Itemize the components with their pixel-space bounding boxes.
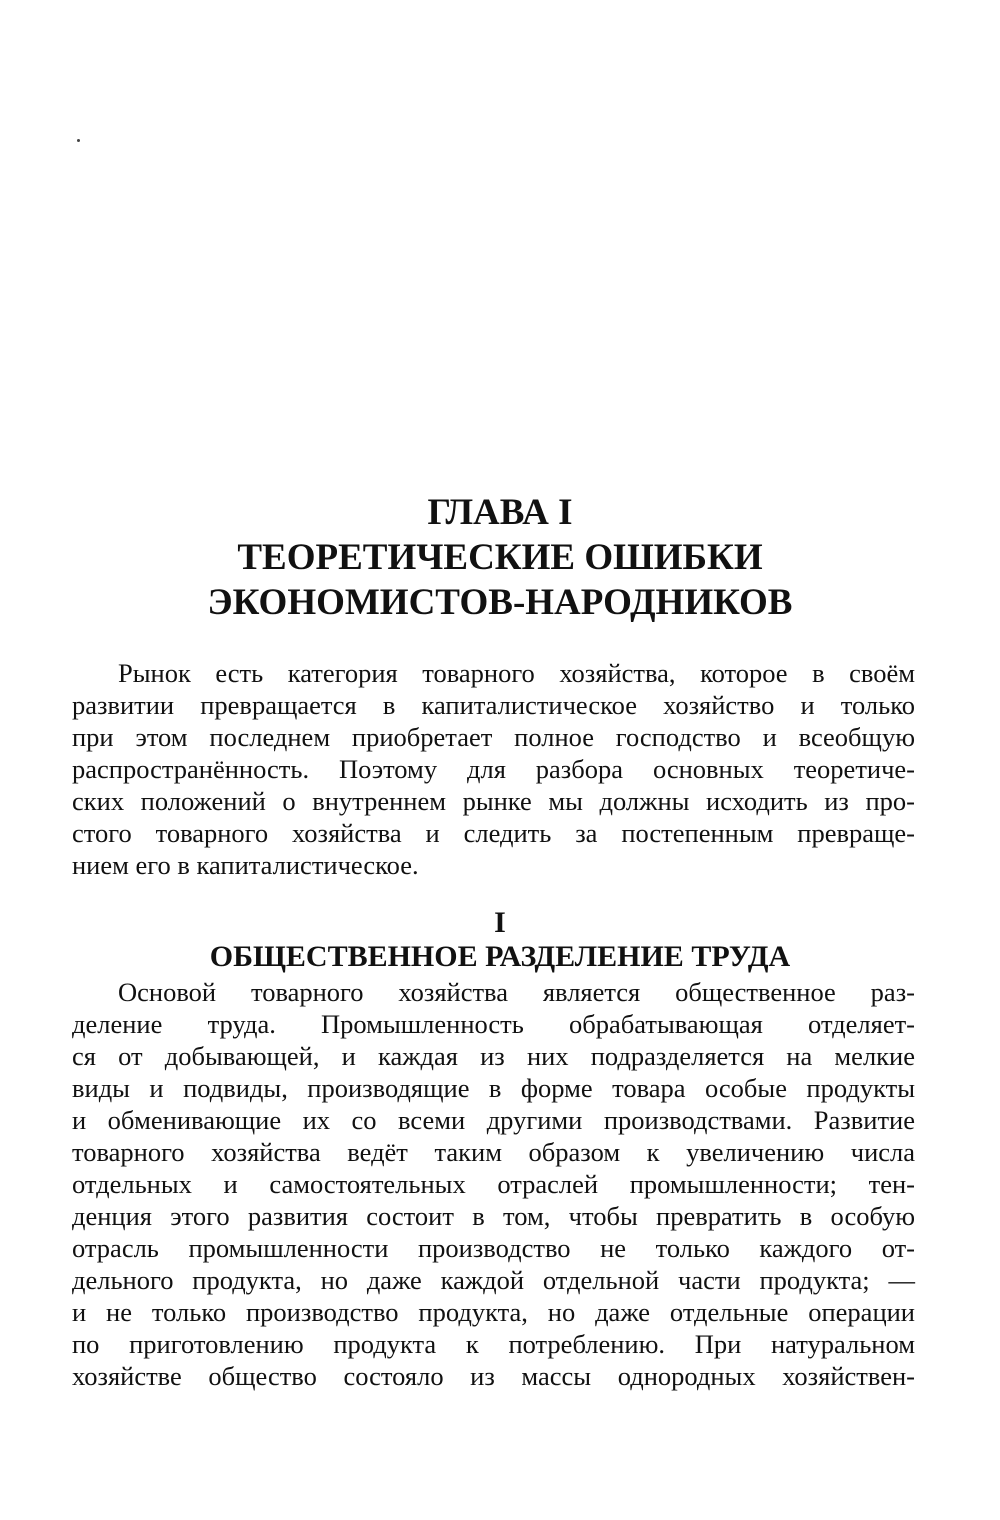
text-line: при этом последнем приобретает полное господство и всеобщую: [72, 722, 915, 752]
text-line: хозяйстве общество состояло из массы однородных хозяйствен-: [72, 1361, 915, 1391]
text-line: ся от добывающей, и каждая из них подразделяется на мелкие: [72, 1041, 915, 1071]
text-line: стого товарного хозяйства и следить за постепенным превраще-: [72, 818, 915, 848]
text-line: денция этого развития состоит в том, чтобы превратить в особую: [72, 1201, 915, 1231]
text-line: отрасль промышленности производство не только каждого от-: [72, 1233, 915, 1263]
chapter-title-line-2: ЭКОНОМИСТОВ-НАРОДНИКОВ: [207, 582, 793, 623]
text-line: распространённость. Поэтому для разбора основных теоретиче-: [72, 754, 915, 784]
section-title: ОБЩЕСТВЕННОЕ РАЗДЕЛЕНИЕ ТРУДА: [209, 940, 791, 973]
chapter-title-line-1: ТЕОРЕТИЧЕСКИЕ ОШИБКИ: [237, 537, 763, 578]
intro-paragraph: [72, 657, 915, 881]
text-line: отдельных и самостоятельных отраслей промышленности; тен-: [72, 1169, 915, 1199]
scan-speck: [77, 139, 80, 142]
chapter-heading: [0, 490, 1000, 625]
text-line: дельного продукта, но даже каждой отдельной части продукта; —: [72, 1265, 915, 1295]
chapter-label: ГЛАВА I: [427, 492, 573, 533]
text-line: и не только производство продукта, но даже отдельные операции: [72, 1297, 915, 1327]
text-line: товарного хозяйства ведёт таким образом к увеличению числа: [72, 1137, 915, 1167]
text-line: Основой товарного хозяйства является общественное раз-: [118, 977, 915, 1007]
text-line: ских положений о внутреннем рынке мы должны исходить из про-: [72, 786, 915, 816]
section-number: I: [494, 906, 506, 939]
text-line: деление труда. Промышленность обрабатывающая отделяет-: [72, 1009, 915, 1039]
text-line: нием его в капиталистическое.: [72, 850, 419, 880]
text-line: развитии превращается в капиталистическое хозяйство и только: [72, 690, 915, 720]
text-line: по приготовлению продукта к потреблению. При натуральном: [72, 1329, 915, 1359]
text-line: виды и подвиды, производящие в форме товара особые продукты: [72, 1073, 915, 1103]
text-line: Рынок есть категория товарного хозяйства, которое в своём: [118, 658, 915, 688]
text-line: и обменивающие их со всеми другими производствами. Развитие: [72, 1105, 915, 1135]
section-paragraph: [72, 976, 915, 1392]
